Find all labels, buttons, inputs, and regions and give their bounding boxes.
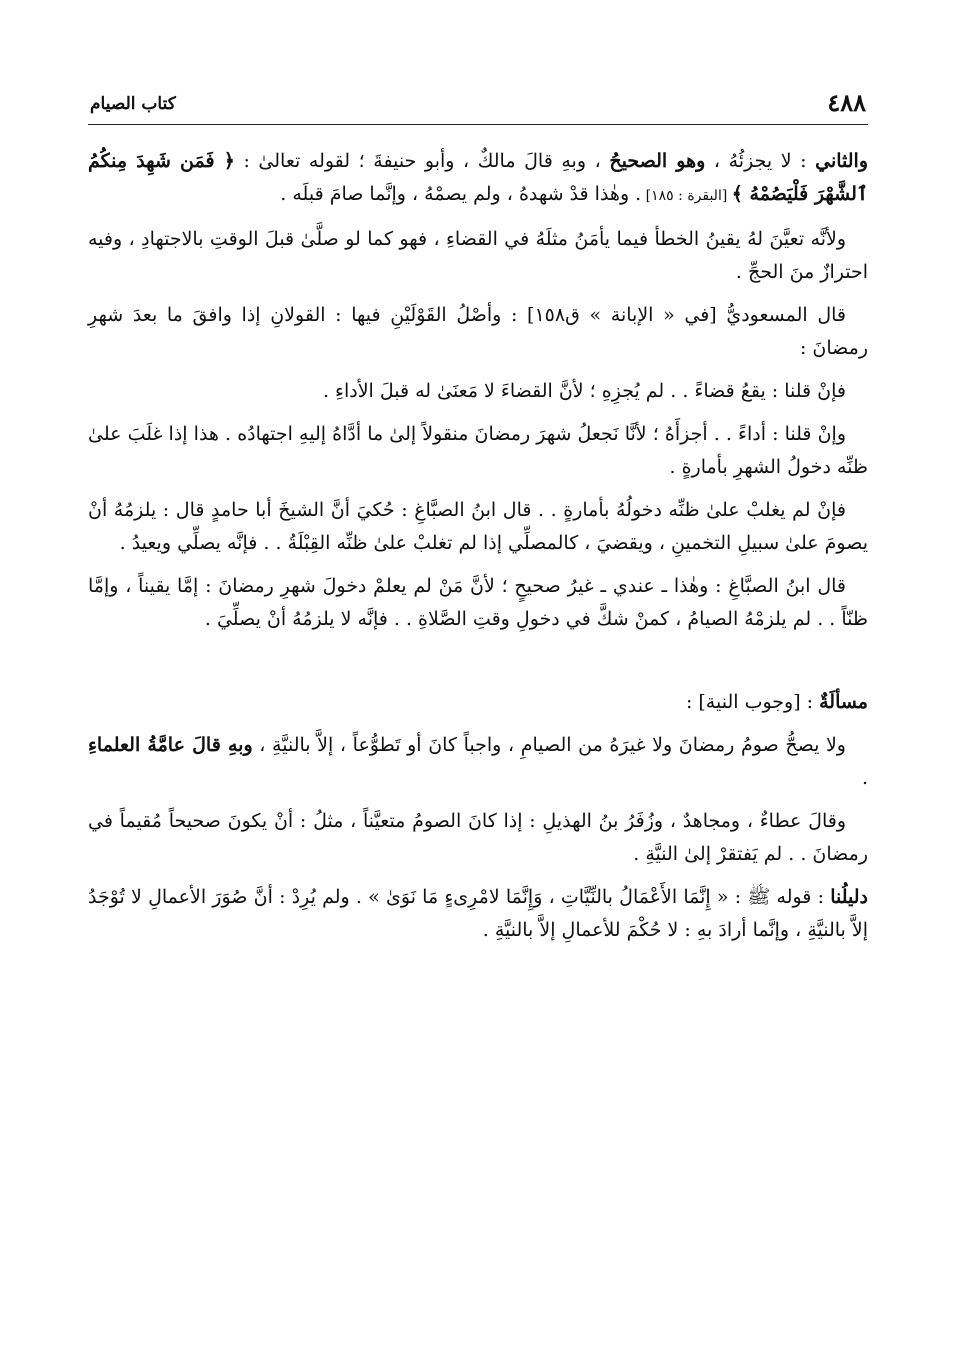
paragraph-10-text: : قوله ﷺ : « إِنَّمَا الأَعْمَالُ بالنِّيَّاتِ ، وَإِنَّمَا لامْرِىءٍ مَا نَوَىٰ » . ولم يُرِدْ : أنَّ صُوَرَ الأعمالِ لا تُوْجَدُ إلاَّ بالنيَّةِ ، وإنَّما أرادَ بهِ : لا حُكْمَ للأعمالِ إلاَّ بالنيَّةِ . — [88, 886, 868, 941]
paragraph-1 — [88, 145, 868, 213]
paragraph-7: قال ابنُ الصبَّاغِ : وهٰذا ـ عندي ـ غيرُ صحيحٍ ؛ لأنَّ مَنْ لم يعلمْ دخولَ شهرِ رمضانَ : إمَّا يقيناً ، وإمَّا ظنّاً . . لم يلزمْهُ الصيامُ ، كمنْ شكَّ في دخولِ وقتِ الصَّلاةِ . . فإنَّه لا يلزمُهُ أنْ يصلِّيَ . — [88, 575, 868, 630]
term-our-evidence: دليلُنا — [830, 886, 868, 908]
page-header — [88, 84, 868, 125]
verse-citation: [البقرة : ١٨٥] — [641, 188, 732, 204]
paragraph-1-text-c: . وهٰذا قدْ شهدهُ ، ولم يصمْهُ ، وإنَّما صامَ قبلَه . — [280, 183, 642, 205]
paragraph-1-text-a: : لا يجزئُهُ ، — [705, 150, 816, 172]
paragraph-4: فإنْ قلنا : يقعُ قضاءً . . لم يُجزِهِ ؛ لأنَّ القضاءَ لا مَعنَىٰ له قبلَ الأداءِ . — [322, 380, 846, 402]
masala-title: : [وجوب النية] : — [685, 691, 820, 713]
paragraph-2: ولأنَّه تعيَّنَ لهُ يقينُ الخطأ فيما يأمَنُ مثلَهُ في القضاءِ ، فهو كما لو صلَّىٰ قبلَ الوقتِ بالاجتهادِ ، وفيه احترازٌ منَ الحجِّ . — [88, 228, 868, 283]
masala-label: مسألَةٌ — [819, 691, 868, 713]
page-number: ٤٨٨ — [827, 88, 866, 117]
running-title: كتاب الصيام — [90, 94, 176, 114]
term-majority-scholars: وبهِ قالَ عامَّةُ العلماءِ — [88, 734, 253, 756]
paragraph-6: فإنْ لم يغلبْ علىٰ ظنِّه دخولُهُ بأمارةٍ . . قال ابنُ الصبَّاغِ : حُكيَ أنَّ الشيخَ أبا حامدٍ قال : يلزمُهُ أنْ يصومَ علىٰ سبيلِ التخمينِ ، ويقضيَ ، كالمصلِّي إذا لم تغلبْ علىٰ ظنِّه القِبْلَةُ . . فإنَّه يصلِّي ويعيدُ . — [88, 499, 868, 554]
paragraph-8-text: ولا يصحُّ صومُ رمضانَ ولا غيرَهُ من الصيامِ ، واجباً كانَ أو تَطوُّعاً ، إلاَّ بالنيَّةِ ، — [252, 734, 846, 756]
page-body — [88, 145, 868, 957]
paragraph-9: وقالَ عطاءٌ ، ومجاهدٌ ، وزُفَرُ بنُ الهذيلِ : إذا كانَ الصومُ متعيَّناً ، مثلُ : أنْ يكونَ صحيحاً مُقيماً في رمضانَ . . لم يَفتقرْ إلىٰ النيَّةِ . — [88, 810, 868, 865]
paragraph-5: وإنْ قلنا : أداءً . . أجزأَهُ ؛ لأنَّا نَجعلُ شهرَ رمضانَ منقولاً إلىٰ ما أدَّاهُ إليهِ اجتهادُه . هذا إذا غلَبَ علىٰ ظنِّه دخولُ الشهرِ بأمارةٍ . — [88, 423, 868, 478]
term-second-view: والثاني — [815, 150, 869, 172]
section-gap — [88, 646, 868, 686]
term-correct: وهو الصحيحُ — [609, 150, 706, 172]
paragraph-1-text-b: ، وبهِ قالَ مالكٌ ، وأبو حنيفةَ ؛ لقوله تعالىٰ : — [234, 150, 610, 172]
masala-heading — [88, 686, 868, 719]
paragraph-10 — [88, 881, 868, 947]
paragraph-8-end: . — [861, 767, 868, 789]
quran-verse: ﴿ فَمَن شَهِدَ مِنكُمُ ٱلشَّهْرَ فَلْيَصُمْهُ ﴾ — [88, 150, 868, 205]
paragraph-3: قال المسعوديُّ [في « الإبانة » ق١٥٨] : وأصْلُ القَوْلَيْنِ فيها : القولانِ إذا وافقَ ما بعدَ شهرِ رمضانَ : — [88, 304, 868, 359]
paragraph-8 — [88, 729, 868, 795]
